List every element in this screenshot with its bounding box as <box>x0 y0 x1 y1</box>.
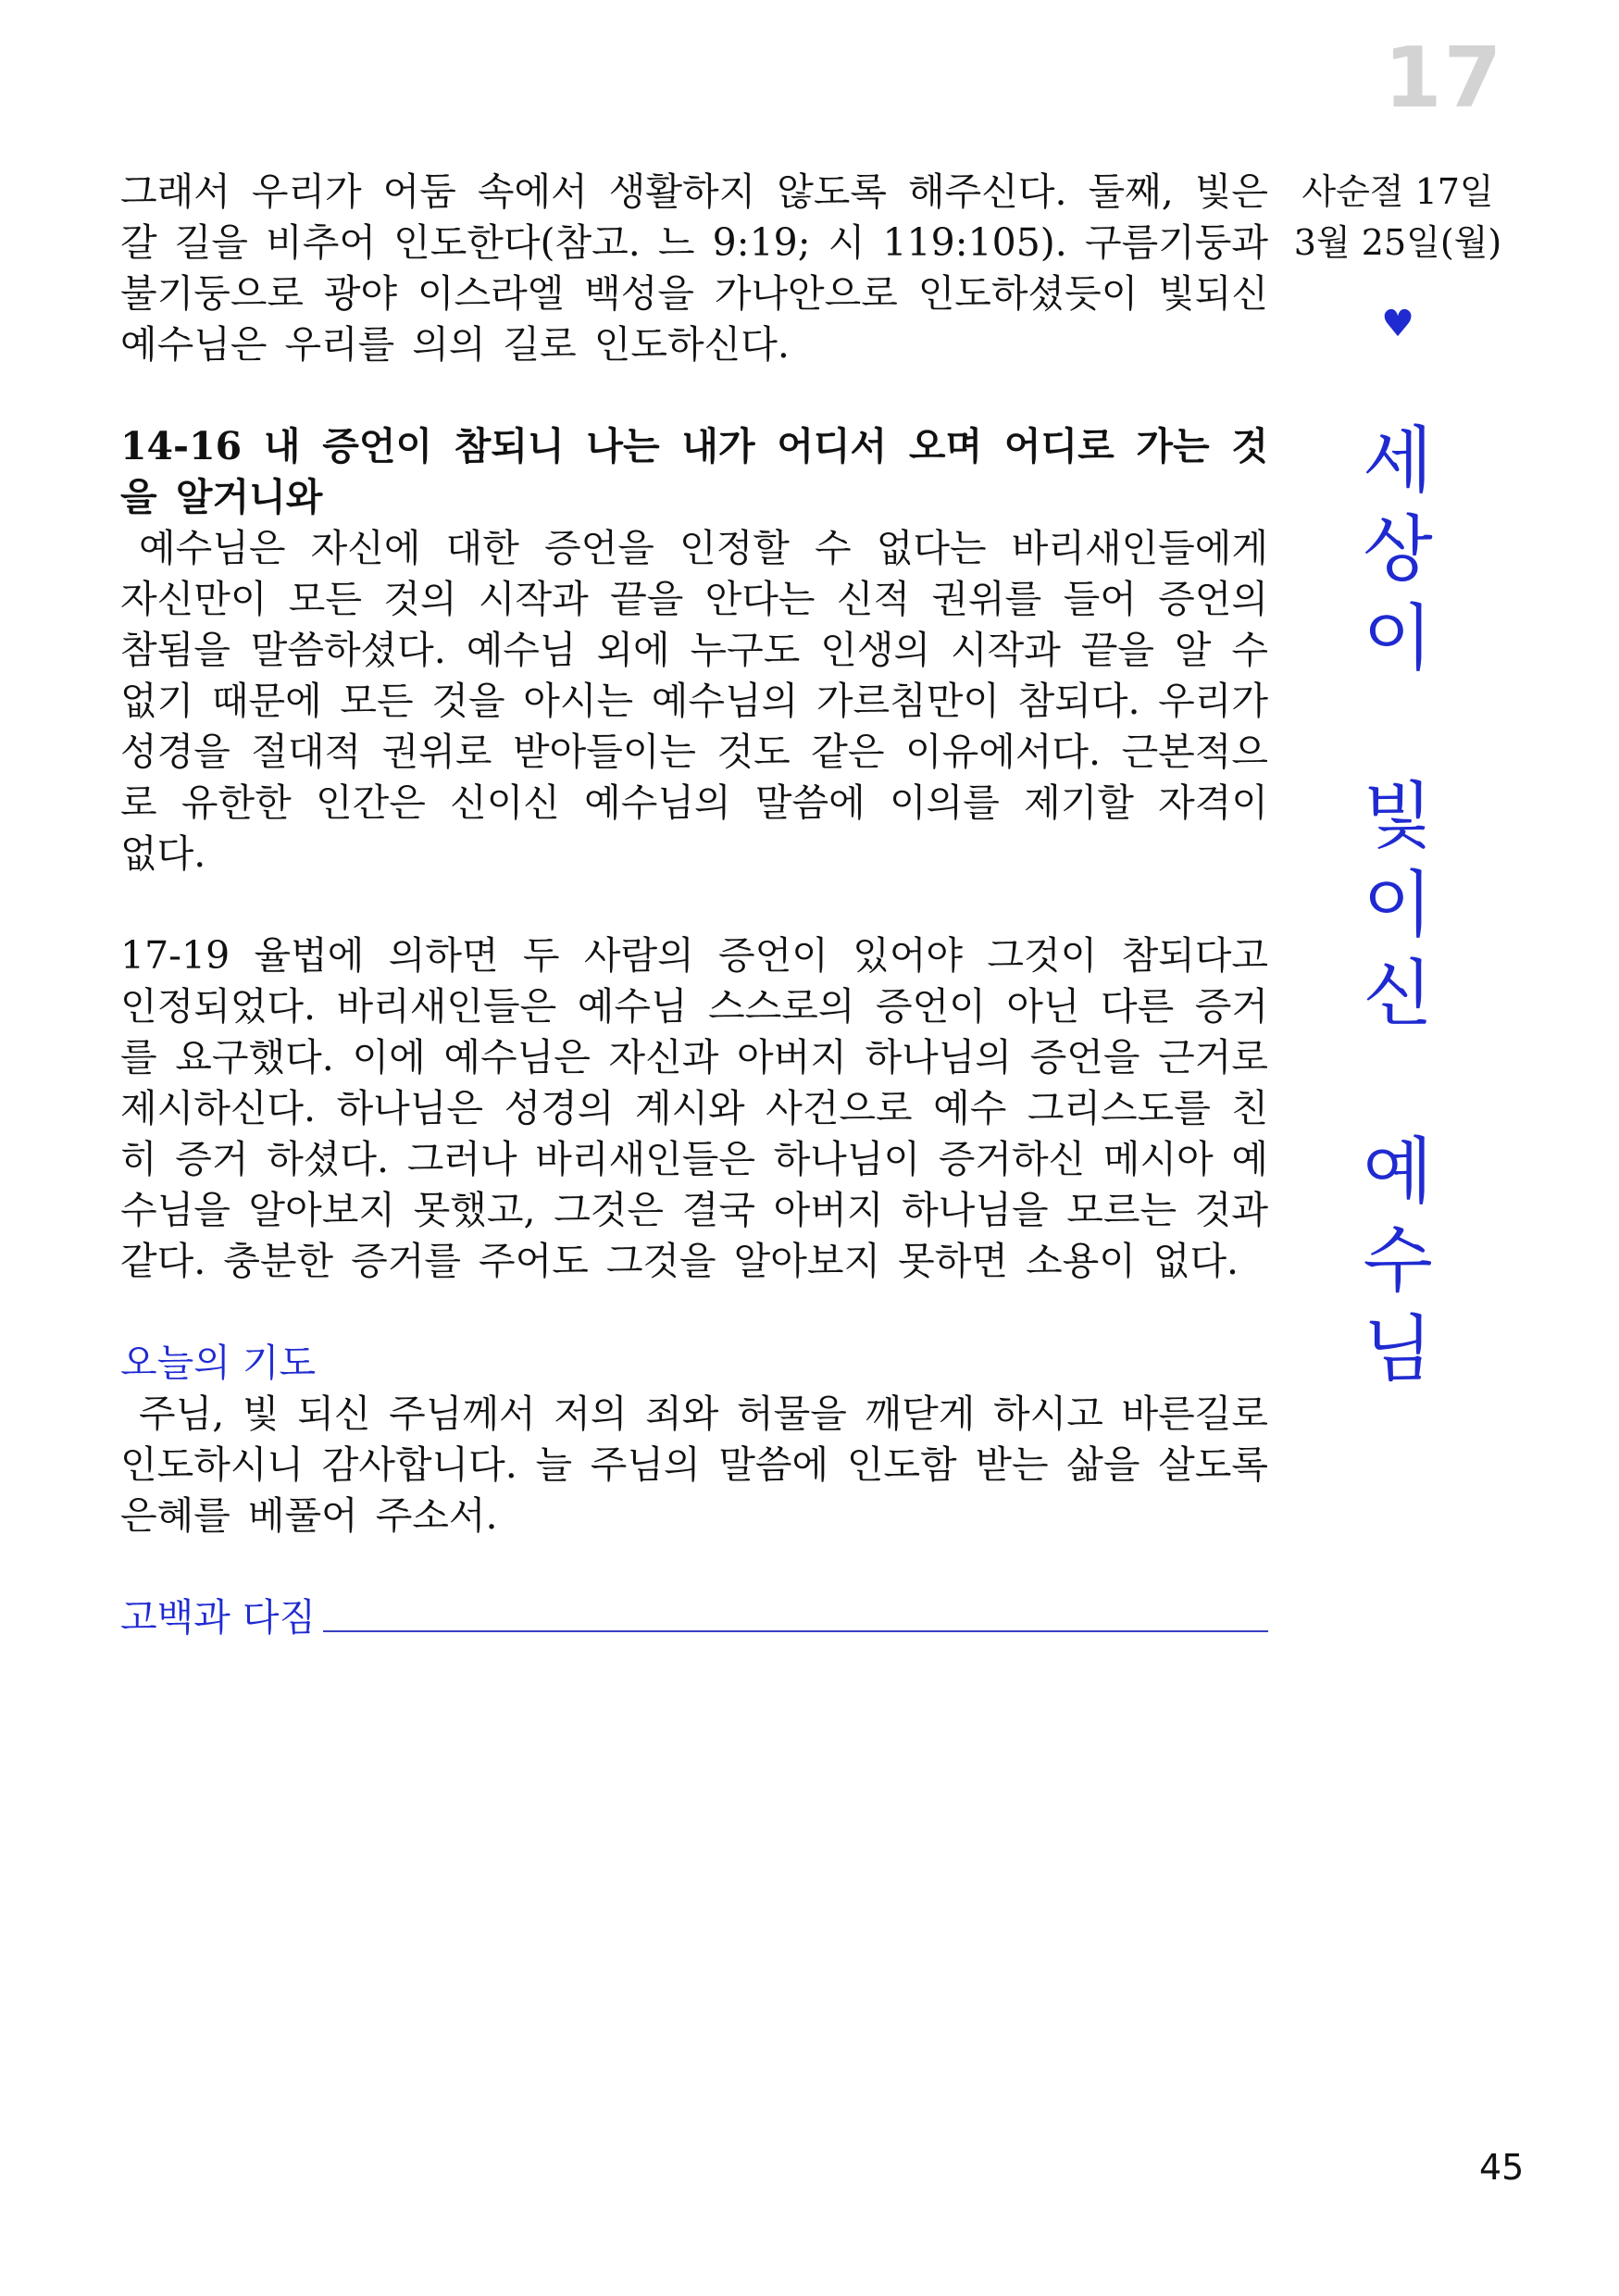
verse-heading: 14-16 내 증언이 참되니 나는 내가 어디서 오며 어디로 가는 것을 알거니와 <box>120 424 1268 519</box>
spacer <box>120 370 1268 421</box>
spacer <box>120 1287 1268 1338</box>
resolve-write-line <box>323 1630 1268 1632</box>
resolve-heading: 고백과 다짐 <box>120 1595 317 1640</box>
vertical-title-char: 세 <box>1363 419 1433 503</box>
chapter-number: 17 <box>1384 30 1504 127</box>
spacer <box>120 880 1268 930</box>
calendar-date-label: 3월 25일(월) <box>1293 222 1502 263</box>
vertical-title-char: 신 <box>1363 953 1433 1036</box>
side-column <box>1282 167 1513 343</box>
lent-day-label: 사순절 17일 <box>1301 171 1494 212</box>
vertical-title-char <box>1282 683 1513 772</box>
vertical-title-char <box>1282 1039 1513 1128</box>
vertical-title-char: 예 <box>1363 1130 1433 1214</box>
vertical-title-char: 님 <box>1363 1308 1433 1391</box>
prayer-text: 주님, 빛 되신 주님께서 저의 죄와 허물을 깨닫게 하시고 바른길로 인도하시니 감사합니다. 늘 주님의 말씀에 인도함 받는 삶을 살도록 은혜를 베풀어 주소서. <box>120 1391 1268 1538</box>
vertical-title-char: 빛 <box>1363 775 1433 858</box>
vertical-title-char: 수 <box>1363 1219 1433 1303</box>
paragraph-intro: 그래서 우리가 어둠 속에서 생활하지 않도록 해주신다. 둘째, 빛은 갈 길을 비추어 인도한다(참고. 느 9:19; 시 119:105). 구름기둥과 불기둥으로 광야 이스라엘 백성을 가나안으로 인도하셨듯이 빛되신 예수님은 우리를 의의 길로 인도하신다. <box>120 169 1268 367</box>
resolve-row <box>120 1592 1268 1643</box>
heart-icon: ♥ <box>1381 303 1414 345</box>
paragraph-commentary-2: 17-19 율법에 의하면 두 사람의 증언이 있어야 그것이 참되다고 인정되었다. 바리새인들은 예수님 스스로의 증언이 아닌 다른 증거를 요구했다. 이에 예수님은 자신과 아버지 하나님의 증언을 근거로 제시하신다. 하나님은 성경의 계시와 사건으로 예수 그리스도를 친히 증거 하셨다. 그러나 바리새인들은 하나님이 증거하신 메시아 예수님을 알아보지 못했고, 그것은 결국 아버지 하나님을 모르는 것과 같다. 충분한 증거를 주어도 그것을 알아보지 못하면 소용이 없다. <box>120 933 1268 1283</box>
vertical-title <box>1282 417 1513 1394</box>
paragraph-commentary-1: 예수님은 자신에 대한 증언을 인정할 수 없다는 바리새인들에게 자신만이 모든 것의 시작과 끝을 안다는 신적 권위를 들어 증언의 참됨을 말씀하셨다. 예수님 외에 누구도 인생의 시작과 끝을 알 수 없기 때문에 모든 것을 아시는 예수님의 가르침만이 참되다. 우리가 성경을 절대적 권위로 받아들이는 것도 같은 이유에서다. 근본적으로 유한한 인간은 신이신 예수님의 말씀에 이의를 제기할 자격이 없다. <box>120 526 1268 876</box>
vertical-title-char: 이 <box>1363 864 1433 947</box>
prayer-heading: 오늘의 기도 <box>120 1341 317 1385</box>
page-number: 45 <box>1479 2147 1525 2188</box>
vertical-title-char: 상 <box>1363 508 1433 592</box>
main-content <box>120 167 1268 1643</box>
spacer <box>120 1541 1268 1592</box>
vertical-title-char: 이 <box>1363 597 1433 680</box>
